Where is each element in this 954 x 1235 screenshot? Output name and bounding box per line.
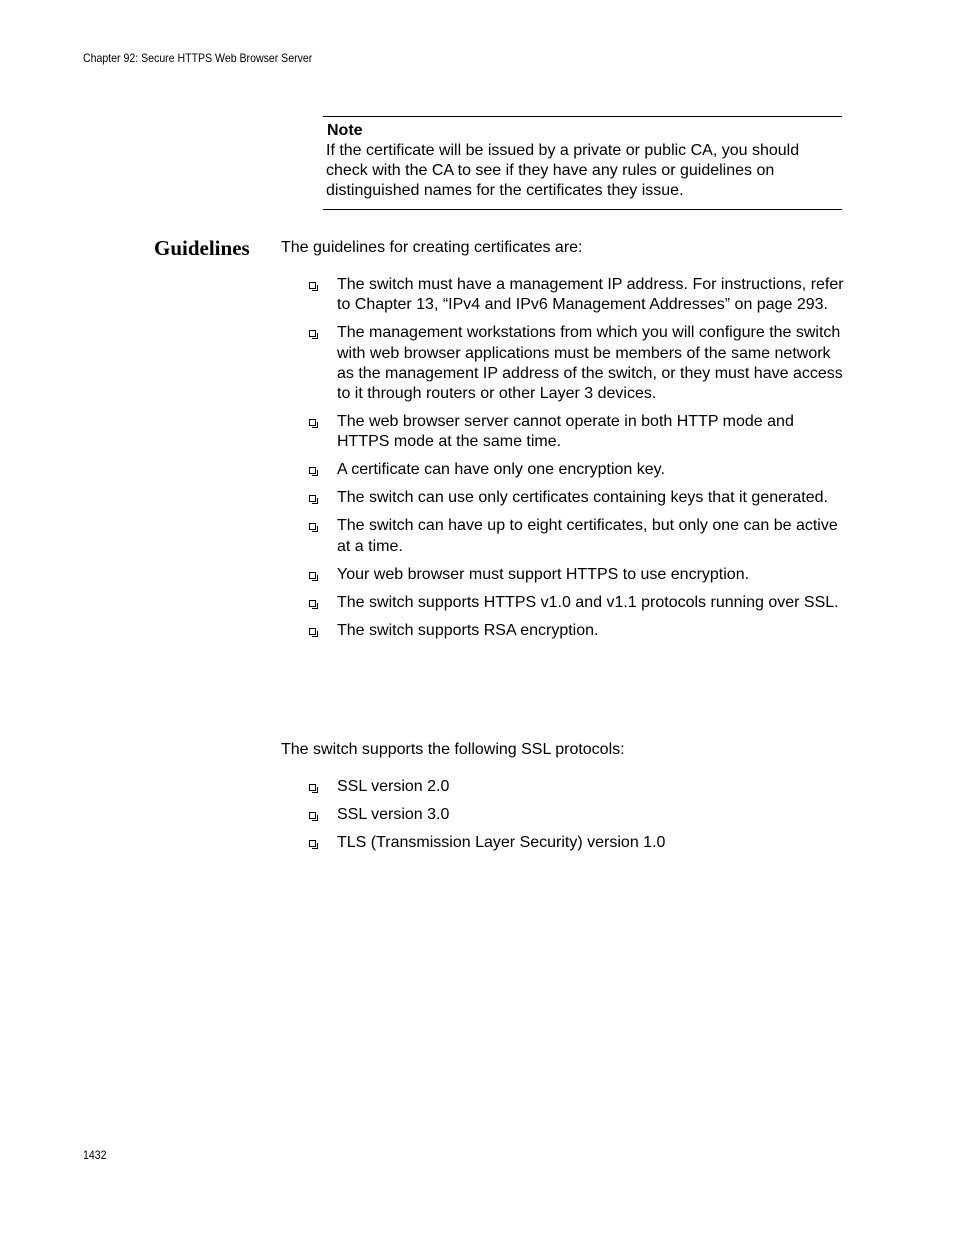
list-item bbox=[309, 621, 844, 641]
list-item bbox=[309, 460, 844, 480]
chapter-header: Chapter 92: Secure HTTPS Web Browser Server bbox=[83, 51, 313, 65]
list-item bbox=[309, 565, 844, 585]
list-item-text: SSL version 3.0 bbox=[337, 805, 450, 823]
list-item bbox=[309, 488, 844, 508]
list-item bbox=[309, 833, 844, 853]
list-item-text: SSL version 2.0 bbox=[337, 778, 450, 795]
list-item-text: Your web browser must support HTTPS to use encryption. bbox=[337, 565, 750, 583]
checkbox-bullet-icon bbox=[309, 282, 316, 289]
list-item-text: The switch can use only certificates containing keys that it generated. bbox=[337, 489, 828, 507]
list-item bbox=[309, 275, 844, 316]
checkbox-bullet-icon bbox=[309, 784, 316, 791]
checkbox-bullet-icon bbox=[309, 419, 316, 426]
checkbox-bullet-icon bbox=[309, 812, 316, 819]
list-item bbox=[309, 777, 844, 797]
checkbox-bullet-icon bbox=[309, 523, 316, 530]
checkbox-bullet-icon bbox=[309, 330, 316, 337]
list-item-text: The switch must have a management IP address. For instructions, refer to Chapter 13, “IPv4 and IPv6 Management Addresses” on page 293. bbox=[337, 276, 844, 314]
list-item-text: The switch can have up to eight certificates, but only one can be active at a time. bbox=[337, 517, 838, 555]
list-item-text: The switch supports HTTPS v1.0 and v1.1 protocols running over SSL. bbox=[337, 593, 839, 611]
section-heading-guidelines: Guidelines bbox=[154, 236, 250, 260]
list-item bbox=[309, 593, 844, 613]
list-item-text: A certificate can have only one encryption key. bbox=[337, 461, 665, 479]
list-item bbox=[309, 516, 844, 557]
ssl-intro: The switch supports the following SSL protocols: bbox=[281, 741, 625, 758]
note-text: If the certificate will be issued by a private or public CA, you should check with the CA to see if they have any rules or guidelines on distinguished names for the certificates they issue. bbox=[326, 142, 800, 199]
checkbox-bullet-icon bbox=[309, 600, 316, 607]
note-title: Note bbox=[327, 122, 363, 139]
page-number: 1432 bbox=[83, 1148, 107, 1162]
list-item-text: The web browser server cannot operate in both HTTP mode and HTTPS mode at the same time. bbox=[337, 413, 794, 451]
list-item bbox=[309, 412, 844, 453]
guidelines-list bbox=[309, 275, 844, 649]
list-item-text: The switch supports RSA encryption. bbox=[337, 621, 599, 639]
checkbox-bullet-icon bbox=[309, 495, 316, 502]
checkbox-bullet-icon bbox=[309, 572, 316, 579]
list-item-text: TLS (Transmission Layer Security) version 1.0 bbox=[337, 833, 666, 851]
list-item bbox=[309, 805, 844, 825]
guidelines-intro: The guidelines for creating certificates are: bbox=[281, 239, 583, 256]
checkbox-bullet-icon bbox=[309, 628, 316, 635]
ssl-protocol-list bbox=[309, 777, 844, 861]
note-box bbox=[323, 116, 842, 210]
list-item-text: The management workstations from which you will configure the switch with web browser applications must be members of the same network as the management IP address of the switch, or they must have access to it through routers or other Layer 3 devices. bbox=[337, 324, 843, 403]
list-item bbox=[309, 323, 844, 404]
checkbox-bullet-icon bbox=[309, 840, 316, 847]
checkbox-bullet-icon bbox=[309, 467, 316, 474]
